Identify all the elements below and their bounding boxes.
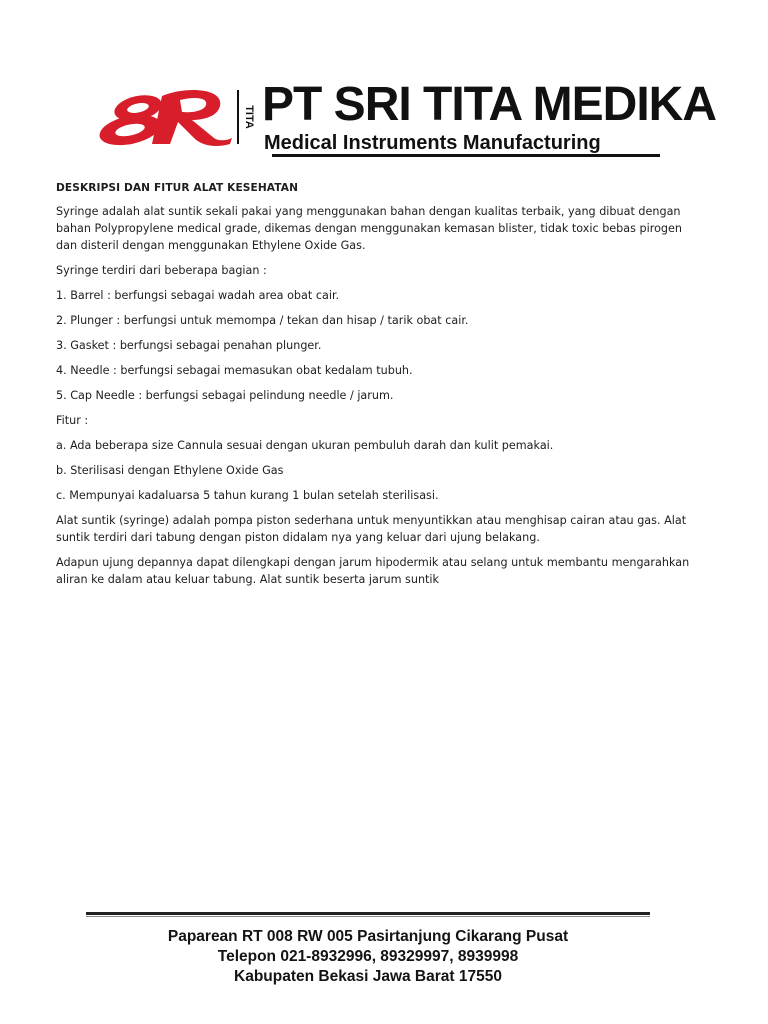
vertical-tag-text: TITA <box>243 105 255 129</box>
footer-divider-thin <box>86 916 650 917</box>
footer-phone: Telepon 021-8932996, 89329997, 8939998 <box>217 948 519 965</box>
feature-item-sterilization: b. Sterilisasi dengan Ethylene Oxide Gas <box>56 464 284 477</box>
company-name: PT SRI TITA MEDIKA <box>262 78 716 131</box>
list-item-gasket: 3. Gasket : berfungsi sebagai penahan plunger. <box>56 339 322 352</box>
company-logo <box>96 86 234 148</box>
company-tagline: Medical Instruments Manufacturing <box>264 132 601 154</box>
letterhead <box>96 78 716 160</box>
feature-item-cannula: a. Ada beberapa size Cannula sesuai dengan ukuran pembuluh darah dan kulit pemakai. <box>56 439 554 452</box>
list-item-cap-needle: 5. Cap Needle : berfungsi sebagai pelindung needle / jarum. <box>56 389 394 402</box>
syringe-definition-paragraph: Alat suntik (syringe) adalah pompa piston sederhana untuk menyuntikkan atau menghisap cairan atau gas. Alat suntik terdiri dari tabung dengan piston didalam nya yang keluar dari ujung belakang. <box>56 514 687 544</box>
syringe-tip-paragraph: Adapun ujung depannya dapat dilengkapi dengan jarum hipodermik atau selang untuk membantu mengarahkan aliran ke dalam atau keluar tabung. Alat suntik beserta jarum suntik <box>56 556 690 586</box>
list-item-needle: 4. Needle : berfungsi sebagai memasukan obat kedalam tubuh. <box>56 364 413 377</box>
vertical-brand-tag <box>235 88 255 146</box>
footer-region: Kabupaten Bekasi Jawa Barat 17550 <box>234 968 502 985</box>
header-divider <box>272 154 660 157</box>
intro-paragraph: Syringe adalah alat suntik sekali pakai yang menggunakan bahan dengan kualitas terbaik, yang dibuat dengan bahan Polypropylene medical grade, dikemas dengan menggunakan kemasan blister, tidak toxic bebas pirogen dan disteril dengan menggunakan Ethylene Oxide Gas. <box>56 205 683 252</box>
footer-divider <box>86 912 650 915</box>
list-item-barrel: 1. Barrel : berfungsi sebagai wadah area obat cair. <box>56 289 340 302</box>
footer-address: Paparean RT 008 RW 005 Pasirtanjung Cikarang Pusat <box>167 928 569 945</box>
section-title: DESKRIPSI DAN FITUR ALAT KESEHATAN <box>56 182 299 194</box>
footer-address-block <box>86 927 650 987</box>
8r-logo-icon <box>96 86 234 148</box>
parts-heading: Syringe terdiri dari beberapa bagian : <box>56 264 267 277</box>
feature-item-expiry: c. Mempunyai kadaluarsa 5 tahun kurang 1 bulan setelah sterilisasi. <box>56 489 439 502</box>
features-heading: Fitur : <box>56 414 89 427</box>
document-body <box>56 180 696 596</box>
list-item-plunger: 2. Plunger : berfungsi untuk memompa / tekan dan hisap / tarik obat cair. <box>56 314 469 327</box>
